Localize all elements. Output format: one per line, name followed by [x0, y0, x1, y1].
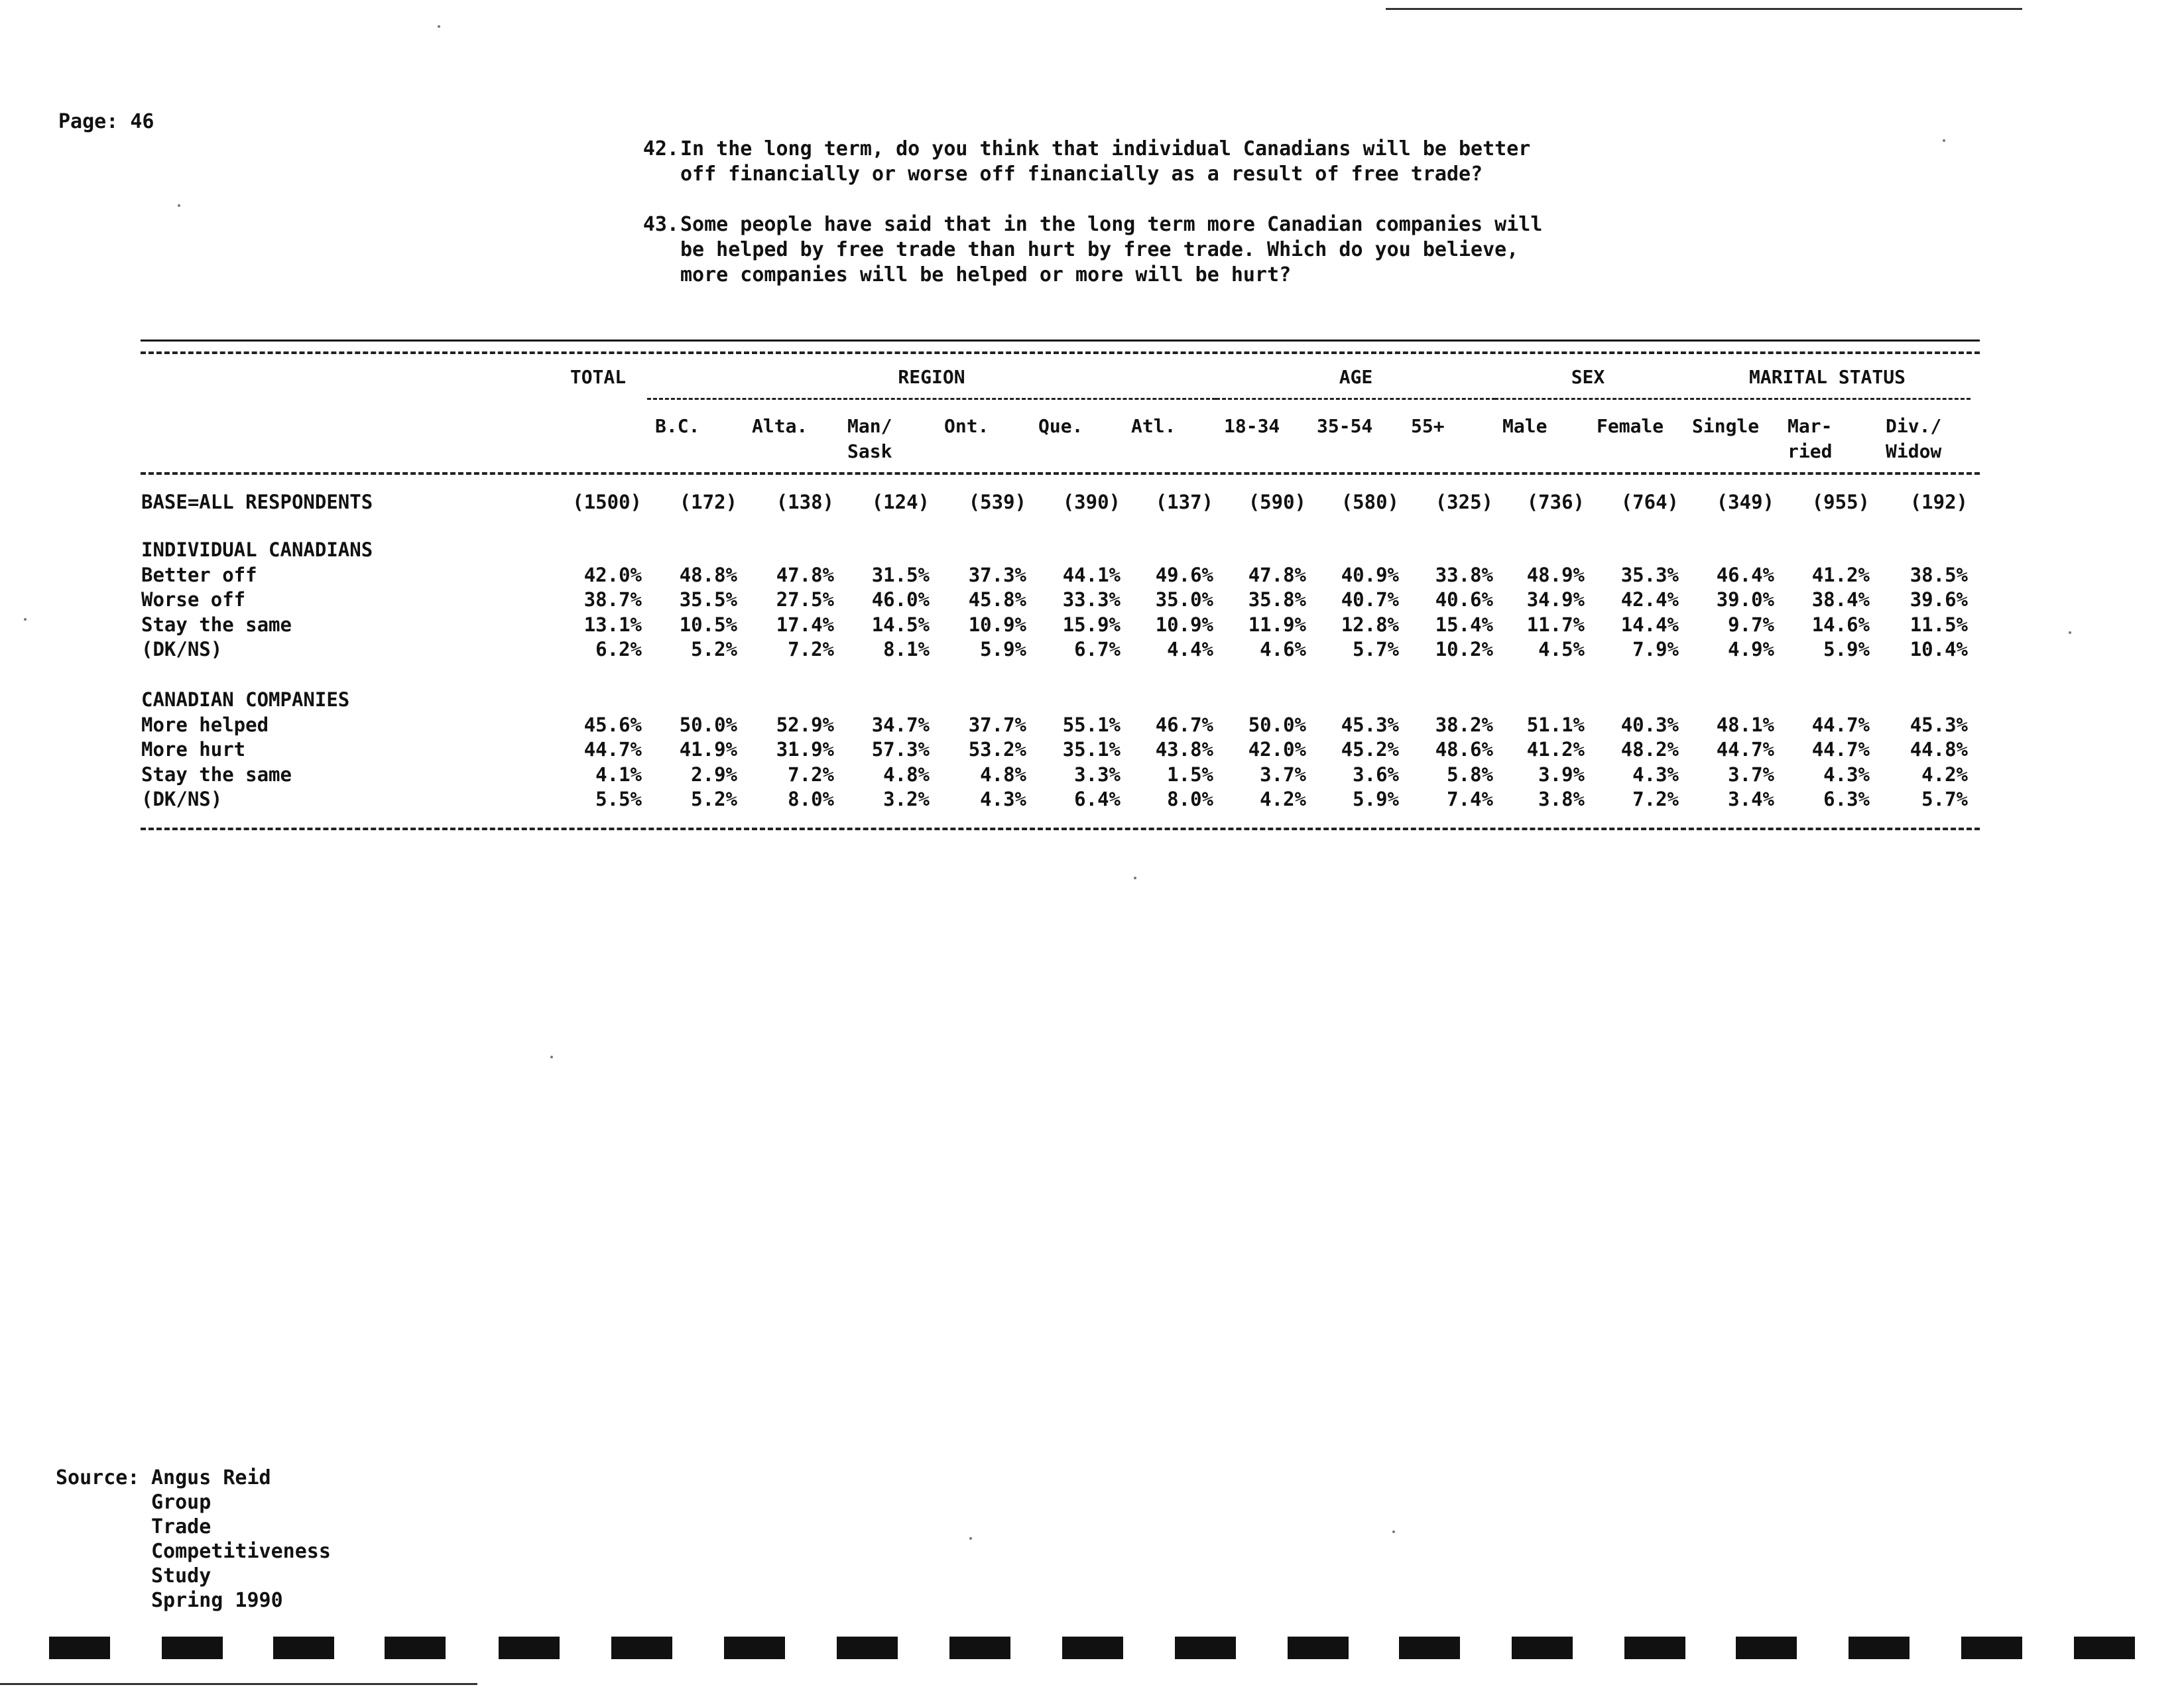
question-line: In the long term, do you think that individual Canadians will be better	[680, 137, 1531, 160]
column-header: Female	[1597, 415, 1664, 437]
registration-block	[1399, 1637, 1460, 1659]
table-cell: 37.3%	[968, 563, 1026, 586]
base-value: (138)	[776, 491, 834, 513]
registration-block	[385, 1637, 446, 1659]
table-cell: 34.7%	[871, 713, 930, 736]
table-cell: 6.3%	[1823, 788, 1870, 810]
group-header-age: AGE	[1339, 366, 1373, 388]
table-cell: 38.7%	[583, 588, 642, 611]
registration-block	[2074, 1637, 2135, 1659]
scan-speck	[1134, 877, 1136, 879]
table-cell: 5.2%	[691, 638, 737, 660]
registration-block	[1175, 1637, 1236, 1659]
table-cell: 42.0%	[583, 563, 642, 586]
table-cell: 57.3%	[871, 738, 930, 761]
table-cell: 4.9%	[1728, 638, 1774, 660]
page-number: Page: 46	[58, 110, 154, 133]
question-line: Some people have said that in the long term more Canadian companies will	[680, 213, 1543, 236]
table-cell: 50.0%	[679, 713, 737, 736]
registration-block	[1512, 1637, 1573, 1659]
base-value: (580)	[1341, 491, 1399, 513]
source-line: Trade Competitiveness Study	[151, 1515, 331, 1588]
table-cell: 44.7%	[1716, 738, 1774, 761]
table-bottom-rule	[141, 828, 1980, 830]
table-cell: 10.2%	[1435, 638, 1493, 660]
column-header: Single	[1692, 415, 1760, 437]
column-header: Div./ Widow	[1886, 415, 1942, 462]
row-label: More hurt	[141, 738, 246, 761]
table-cell: 50.0%	[1248, 713, 1306, 736]
column-header: Male	[1502, 415, 1547, 437]
table-cell: 7.2%	[788, 638, 834, 660]
group-underline	[1494, 398, 1681, 400]
table-cell: 11.7%	[1526, 613, 1585, 636]
base-value: (390)	[1062, 491, 1121, 513]
table-cell: 55.1%	[1062, 713, 1121, 736]
table-cell: 5.9%	[1823, 638, 1870, 660]
table-cell: 46.4%	[1716, 563, 1774, 586]
table-top-rule	[141, 340, 1980, 342]
base-value: (1500)	[572, 491, 642, 513]
base-value: (192)	[1910, 491, 1968, 513]
scan-speck	[550, 1056, 553, 1058]
table-cell: 5.5%	[595, 788, 642, 810]
table-cell: 48.9%	[1526, 563, 1585, 586]
base-value: (124)	[871, 491, 930, 513]
registration-block	[1736, 1637, 1797, 1659]
registration-block	[273, 1637, 334, 1659]
table-cell: 4.4%	[1167, 638, 1213, 660]
table-cell: 37.7%	[968, 713, 1026, 736]
table-cell: 4.3%	[1823, 763, 1870, 786]
table-cell: 3.7%	[1728, 763, 1774, 786]
question-number: 42.	[642, 137, 679, 160]
table-cell: 33.8%	[1435, 563, 1493, 586]
table-cell: 51.1%	[1526, 713, 1585, 736]
table-cell: 4.3%	[1632, 763, 1679, 786]
section-title: CANADIAN COMPANIES	[141, 688, 350, 711]
table-cell: 39.0%	[1716, 588, 1774, 611]
table-cell: 45.3%	[1341, 713, 1399, 736]
group-header-marital: MARITAL STATUS	[1748, 366, 1906, 388]
table-cell: 35.1%	[1062, 738, 1121, 761]
table-cell: 1.5%	[1167, 763, 1213, 786]
table-cell: 40.6%	[1435, 588, 1493, 611]
table-cell: 11.9%	[1248, 613, 1306, 636]
table-cell: 46.0%	[871, 588, 930, 611]
table-cell: 4.8%	[980, 763, 1026, 786]
row-label: (DK/NS)	[141, 638, 223, 660]
column-header: Que.	[1038, 415, 1083, 437]
table-cell: 45.3%	[1910, 713, 1968, 736]
column-header: Ont.	[944, 415, 989, 437]
table-cell: 14.4%	[1620, 613, 1679, 636]
table-cell: 11.5%	[1910, 613, 1968, 636]
registration-block	[837, 1637, 898, 1659]
table-cell: 5.7%	[1921, 788, 1968, 810]
scan-speck	[969, 1537, 972, 1540]
table-cell: 17.4%	[776, 613, 834, 636]
base-value: (955)	[1811, 491, 1870, 513]
table-cell: 52.9%	[776, 713, 834, 736]
source-label: Source:	[56, 1466, 140, 1489]
table-cell: 44.7%	[583, 738, 642, 761]
table-cell: 41.2%	[1811, 563, 1870, 586]
registration-block	[611, 1637, 672, 1659]
column-header: 55+	[1411, 415, 1445, 437]
table-cell: 6.2%	[595, 638, 642, 660]
table-cell: 8.0%	[1167, 788, 1213, 810]
row-label: Better off	[141, 563, 257, 586]
base-value: (764)	[1620, 491, 1679, 513]
table-cell: 27.5%	[776, 588, 834, 611]
question-number: 43.	[642, 213, 679, 236]
source-line: Spring 1990	[151, 1589, 283, 1612]
table-cell: 45.6%	[583, 713, 642, 736]
column-header: 18-34	[1224, 415, 1280, 437]
base-value: (172)	[679, 491, 737, 513]
table-cell: 48.1%	[1716, 713, 1774, 736]
scan-speck	[24, 618, 27, 621]
base-value: (590)	[1248, 491, 1306, 513]
source-line: Angus Reid Group	[151, 1466, 271, 1514]
table-cell: 38.5%	[1910, 563, 1968, 586]
group-underline	[1216, 398, 1496, 400]
scan-speck	[1392, 1531, 1395, 1533]
table-cell: 41.9%	[679, 738, 737, 761]
table-cell: 7.9%	[1632, 638, 1679, 660]
base-value: (325)	[1435, 491, 1493, 513]
table-cell: 31.5%	[871, 563, 930, 586]
row-label: More helped	[141, 713, 269, 736]
table-cell: 5.8%	[1447, 763, 1493, 786]
table-cell: 53.2%	[968, 738, 1026, 761]
column-header: Man/ Sask	[847, 415, 892, 462]
table-cell: 14.5%	[871, 613, 930, 636]
registration-block	[1961, 1637, 2022, 1659]
table-cell: 45.2%	[1341, 738, 1399, 761]
table-cell: 48.6%	[1435, 738, 1493, 761]
registration-block	[949, 1637, 1010, 1659]
table-cell: 42.0%	[1248, 738, 1306, 761]
table-cell: 5.7%	[1353, 638, 1399, 660]
table-cell: 40.7%	[1341, 588, 1399, 611]
base-value: (349)	[1716, 491, 1774, 513]
table-cell: 3.3%	[1074, 763, 1121, 786]
table-cell: 6.7%	[1074, 638, 1121, 660]
column-header-divider	[141, 472, 1980, 475]
table-cell: 40.3%	[1620, 713, 1679, 736]
table-cell: 4.5%	[1538, 638, 1585, 660]
table-cell: 5.2%	[691, 788, 737, 810]
group-header-sex: SEX	[1571, 366, 1605, 388]
table-cell: 4.2%	[1260, 788, 1306, 810]
row-label: Stay the same	[141, 763, 292, 786]
table-cell: 15.4%	[1435, 613, 1493, 636]
group-header-total: TOTAL	[570, 366, 627, 388]
table-cell: 39.6%	[1910, 588, 1968, 611]
table-cell: 15.9%	[1062, 613, 1121, 636]
table-cell: 2.9%	[691, 763, 737, 786]
table-cell: 4.2%	[1921, 763, 1968, 786]
table-cell: 35.0%	[1155, 588, 1213, 611]
table-cell: 3.7%	[1260, 763, 1306, 786]
table-cell: 41.2%	[1526, 738, 1585, 761]
base-value: (736)	[1526, 491, 1585, 513]
question-line: be helped by free trade than hurt by free trade. Which do you believe,	[680, 238, 1519, 261]
scan-speck	[178, 204, 180, 207]
table-cell: 44.1%	[1062, 563, 1121, 586]
column-header: Mar- ried	[1788, 415, 1833, 462]
scan-speck	[2069, 631, 2071, 634]
row-label: Worse off	[141, 588, 246, 611]
table-cell: 3.2%	[883, 788, 930, 810]
registration-block	[49, 1637, 110, 1659]
table-cell: 14.6%	[1811, 613, 1870, 636]
table-cell: 10.4%	[1910, 638, 1968, 660]
table-cell: 44.8%	[1910, 738, 1968, 761]
base-label: BASE=ALL RESPONDENTS	[141, 491, 373, 513]
table-cell: 4.3%	[980, 788, 1026, 810]
base-value: (539)	[968, 491, 1026, 513]
table-cell: 33.3%	[1062, 588, 1121, 611]
table-header-divider	[141, 351, 1980, 354]
table-cell: 3.4%	[1728, 788, 1774, 810]
registration-block	[1288, 1637, 1349, 1659]
table-cell: 8.0%	[788, 788, 834, 810]
table-cell: 7.2%	[788, 763, 834, 786]
table-cell: 48.2%	[1620, 738, 1679, 761]
question-line: more companies will be helped or more will be hurt?	[680, 263, 1292, 286]
table-cell: 10.9%	[1155, 613, 1213, 636]
table-cell: 45.8%	[968, 588, 1026, 611]
table-cell: 44.7%	[1811, 738, 1870, 761]
table-cell: 5.9%	[1353, 788, 1399, 810]
registration-block	[1624, 1637, 1685, 1659]
table-cell: 35.8%	[1248, 588, 1306, 611]
table-cell: 6.4%	[1074, 788, 1121, 810]
table-cell: 40.9%	[1341, 563, 1399, 586]
question-line: off financially or worse off financially as a result of free trade?	[680, 162, 1483, 186]
table-cell: 7.2%	[1632, 788, 1679, 810]
table-cell: 49.6%	[1155, 563, 1213, 586]
table-cell: 13.1%	[583, 613, 642, 636]
table-cell: 12.8%	[1341, 613, 1399, 636]
registration-block	[162, 1637, 223, 1659]
column-header: Atl.	[1131, 415, 1176, 437]
base-value: (137)	[1155, 491, 1213, 513]
table-cell: 38.2%	[1435, 713, 1493, 736]
registration-block	[724, 1637, 785, 1659]
row-label: Stay the same	[141, 613, 292, 636]
group-underline	[647, 398, 1216, 400]
table-cell: 46.7%	[1155, 713, 1213, 736]
table-cell: 5.9%	[980, 638, 1026, 660]
table-cell: 34.9%	[1526, 588, 1585, 611]
group-underline	[1684, 398, 1971, 400]
table-cell: 48.8%	[679, 563, 737, 586]
group-header-region: REGION	[898, 366, 965, 388]
table-cell: 42.4%	[1620, 588, 1679, 611]
column-header: 35-54	[1317, 415, 1373, 437]
row-label: (DK/NS)	[141, 788, 223, 810]
table-cell: 3.8%	[1538, 788, 1585, 810]
registration-block	[1849, 1637, 1910, 1659]
scan-speck	[438, 25, 440, 28]
table-cell: 3.9%	[1538, 763, 1585, 786]
section-title: INDIVIDUAL CANADIANS	[141, 538, 373, 561]
registration-block	[499, 1637, 560, 1659]
table-cell: 4.1%	[595, 763, 642, 786]
table-cell: 10.9%	[968, 613, 1026, 636]
table-cell: 4.6%	[1260, 638, 1306, 660]
table-cell: 4.8%	[883, 763, 930, 786]
table-cell: 31.9%	[776, 738, 834, 761]
table-cell: 47.8%	[776, 563, 834, 586]
table-cell: 8.1%	[883, 638, 930, 660]
scan-speck	[1943, 139, 1945, 142]
column-header: B.C.	[655, 415, 700, 437]
table-cell: 9.7%	[1728, 613, 1774, 636]
table-cell: 44.7%	[1811, 713, 1870, 736]
table-cell: 47.8%	[1248, 563, 1306, 586]
table-cell: 43.8%	[1155, 738, 1213, 761]
registration-block	[1062, 1637, 1123, 1659]
table-cell: 35.3%	[1620, 563, 1679, 586]
column-header: Alta.	[752, 415, 808, 437]
bottom-edge-rule	[0, 1683, 477, 1685]
table-cell: 10.5%	[679, 613, 737, 636]
table-cell: 35.5%	[679, 588, 737, 611]
table-cell: 3.6%	[1353, 763, 1399, 786]
table-cell: 7.4%	[1447, 788, 1493, 810]
table-cell: 38.4%	[1811, 588, 1870, 611]
top-edge-rule	[1386, 8, 2022, 10]
